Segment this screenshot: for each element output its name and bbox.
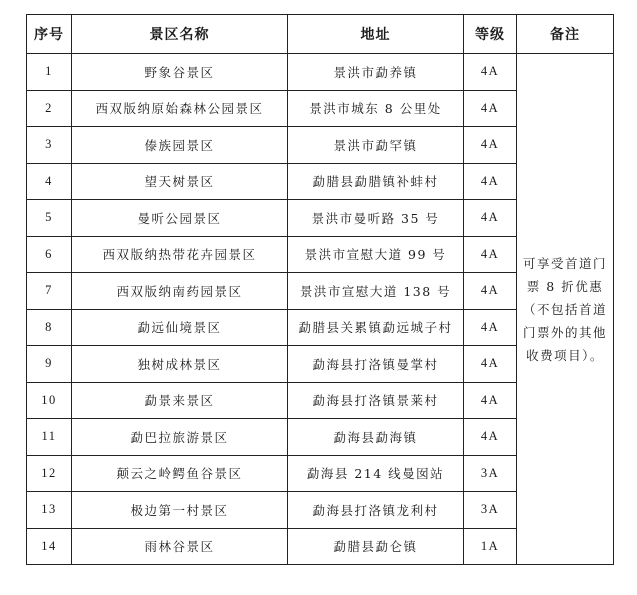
row-grade: 4A xyxy=(464,419,517,456)
row-no: 7 xyxy=(27,273,72,310)
row-name: 傣族园景区 xyxy=(72,127,288,164)
row-address: 勐海县打洛镇曼掌村 xyxy=(288,346,464,383)
row-grade: 3A xyxy=(464,455,517,492)
row-no: 12 xyxy=(27,455,72,492)
row-grade: 4A xyxy=(464,90,517,127)
remark-cell: 可享受首道门票 8 折优惠（不包括首道门票外的其他收费项目）。 xyxy=(517,54,614,565)
header-grade: 等级 xyxy=(464,15,517,54)
row-name: 野象谷景区 xyxy=(72,54,288,91)
header-address: 地址 xyxy=(288,15,464,54)
row-address: 景洪市曼听路 35 号 xyxy=(288,200,464,237)
row-address: 勐海县勐海镇 xyxy=(288,419,464,456)
row-grade: 4A xyxy=(464,273,517,310)
row-no: 6 xyxy=(27,236,72,273)
row-name: 西双版纳热带花卉园景区 xyxy=(72,236,288,273)
row-name: 颠云之岭鳄鱼谷景区 xyxy=(72,455,288,492)
row-no: 4 xyxy=(27,163,72,200)
row-address: 勐腊县勐仑镇 xyxy=(288,528,464,565)
row-grade: 4A xyxy=(464,309,517,346)
row-address: 景洪市宣慰大道 99 号 xyxy=(288,236,464,273)
row-address: 景洪市勐养镇 xyxy=(288,54,464,91)
row-address: 景洪市勐罕镇 xyxy=(288,127,464,164)
row-grade: 4A xyxy=(464,127,517,164)
row-no: 2 xyxy=(27,90,72,127)
row-name: 曼听公园景区 xyxy=(72,200,288,237)
row-name: 勐远仙境景区 xyxy=(72,309,288,346)
row-name: 勐景来景区 xyxy=(72,382,288,419)
row-no: 5 xyxy=(27,200,72,237)
row-address: 景洪市城东 8 公里处 xyxy=(288,90,464,127)
header-row xyxy=(27,15,614,54)
row-address: 景洪市宣慰大道 138 号 xyxy=(288,273,464,310)
row-grade: 4A xyxy=(464,163,517,200)
row-name: 雨林谷景区 xyxy=(72,528,288,565)
row-no: 11 xyxy=(27,419,72,456)
row-no: 10 xyxy=(27,382,72,419)
row-grade: 1A xyxy=(464,528,517,565)
row-address: 勐海县打洛镇景莱村 xyxy=(288,382,464,419)
row-name: 西双版纳南药园景区 xyxy=(72,273,288,310)
header-name: 景区名称 xyxy=(72,15,288,54)
row-address: 勐腊县勐腊镇补蚌村 xyxy=(288,163,464,200)
header-no: 序号 xyxy=(27,15,72,54)
row-address: 勐海县打洛镇龙利村 xyxy=(288,492,464,529)
row-name: 西双版纳原始森林公园景区 xyxy=(72,90,288,127)
row-name: 勐巴拉旅游景区 xyxy=(72,419,288,456)
row-address: 勐腊县关累镇勐远城子村 xyxy=(288,309,464,346)
row-address: 勐海县 214 线曼囡站 xyxy=(288,455,464,492)
table-row xyxy=(27,54,614,91)
row-grade: 4A xyxy=(464,346,517,383)
row-no: 9 xyxy=(27,346,72,383)
row-no: 8 xyxy=(27,309,72,346)
row-name: 独树成林景区 xyxy=(72,346,288,383)
row-grade: 4A xyxy=(464,236,517,273)
row-name: 望天树景区 xyxy=(72,163,288,200)
row-no: 3 xyxy=(27,127,72,164)
scenic-spots-table xyxy=(26,14,614,565)
row-no: 13 xyxy=(27,492,72,529)
header-remark: 备注 xyxy=(517,15,614,54)
row-grade: 3A xyxy=(464,492,517,529)
row-grade: 4A xyxy=(464,54,517,91)
row-grade: 4A xyxy=(464,200,517,237)
row-grade: 4A xyxy=(464,382,517,419)
row-name: 极边第一村景区 xyxy=(72,492,288,529)
row-no: 14 xyxy=(27,528,72,565)
row-no: 1 xyxy=(27,54,72,91)
